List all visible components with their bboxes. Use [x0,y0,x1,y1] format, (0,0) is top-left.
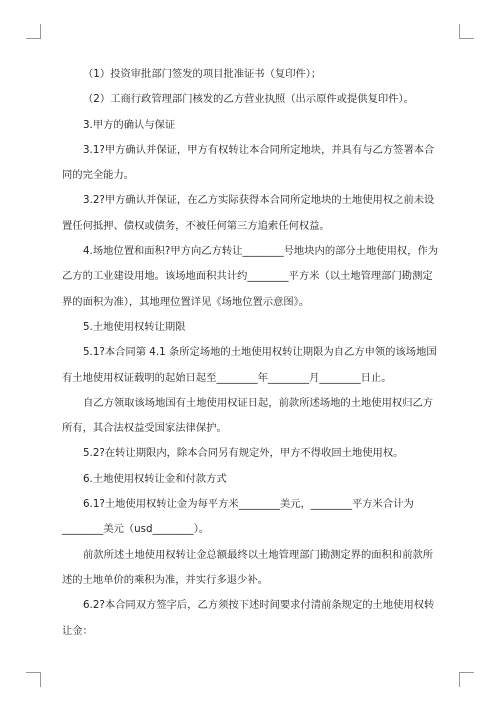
crop-mark-top-right [459,24,474,39]
crop-mark-bottom-left [26,672,41,687]
paragraph-4: 4.场地位置和面积?甲方向乙方转让________号地块内的部分土地使用权，作为乙方的工业建设用地。该场地面积共计约________平方米（以土地管理部门勘测定界的面积为准），其地理位置详见《场地位置示意图》。 [62,245,439,308]
document-body [62,62,440,644]
paragraph-1-2: （2）工商行政管理部门核发的乙方营业执照（出示原件或提供复印件）。 [83,93,414,106]
paragraph-5-1: 5.1?本合同第 4.1 条所定场地的土地使用权转让期限为自乙方申领的该场地国有土地使用权证载明的起始日起至________年________月________日止。 [62,346,437,384]
paragraph-3-1: 3.1?甲方确认并保证，甲方有权转让本合同所定地块，并具有与乙方签署本合同的完全能力。 [62,143,435,182]
paragraph-5-2: 5.2?在转让期限内，除本合同另有规定外，甲方不得收回土地使用权。 [83,447,404,460]
section-heading-3: 3.甲方的确认与保证 [83,118,176,131]
paragraph-6-2: 6.2?本合同双方签字后，乙方须按下述时间要求付清前条规定的土地使用权转让金： [62,599,435,637]
paragraph-6-1: 6.1?土地使用权转让金为每平方米________美元，________平方米合计为________美元（usd________）。 [62,498,414,536]
section-heading-5: 5.土地使用权转让期限 [83,320,186,333]
crop-mark-bottom-right [459,672,474,687]
section-heading-6: 6.土地使用权转让金和付款方式 [83,472,227,485]
paragraph-5-1-cont: 自乙方领取该场地国有土地使用权证日起，前款所述场地的土地使用权归乙方所有，其合法权益受国家法律保护。 [62,396,434,435]
paragraph-1-1: （1）投资审批部门签发的项目批准证书（复印件）； [83,68,322,80]
paragraph-6-1-cont: 前款所述土地使用权转让金总额最终以土地管理部门勘测定界的面积和前款所述的土地单价的乘积为准，并实行多退少补。 [62,548,434,586]
paragraph-3-2: 3.2?甲方确认并保证，在乙方实际获得本合同所定地块的土地使用权之前未设置任何抵押、债权或债务，不被任何第三方追索任何权益。 [62,194,435,232]
crop-mark-top-left [26,24,41,39]
